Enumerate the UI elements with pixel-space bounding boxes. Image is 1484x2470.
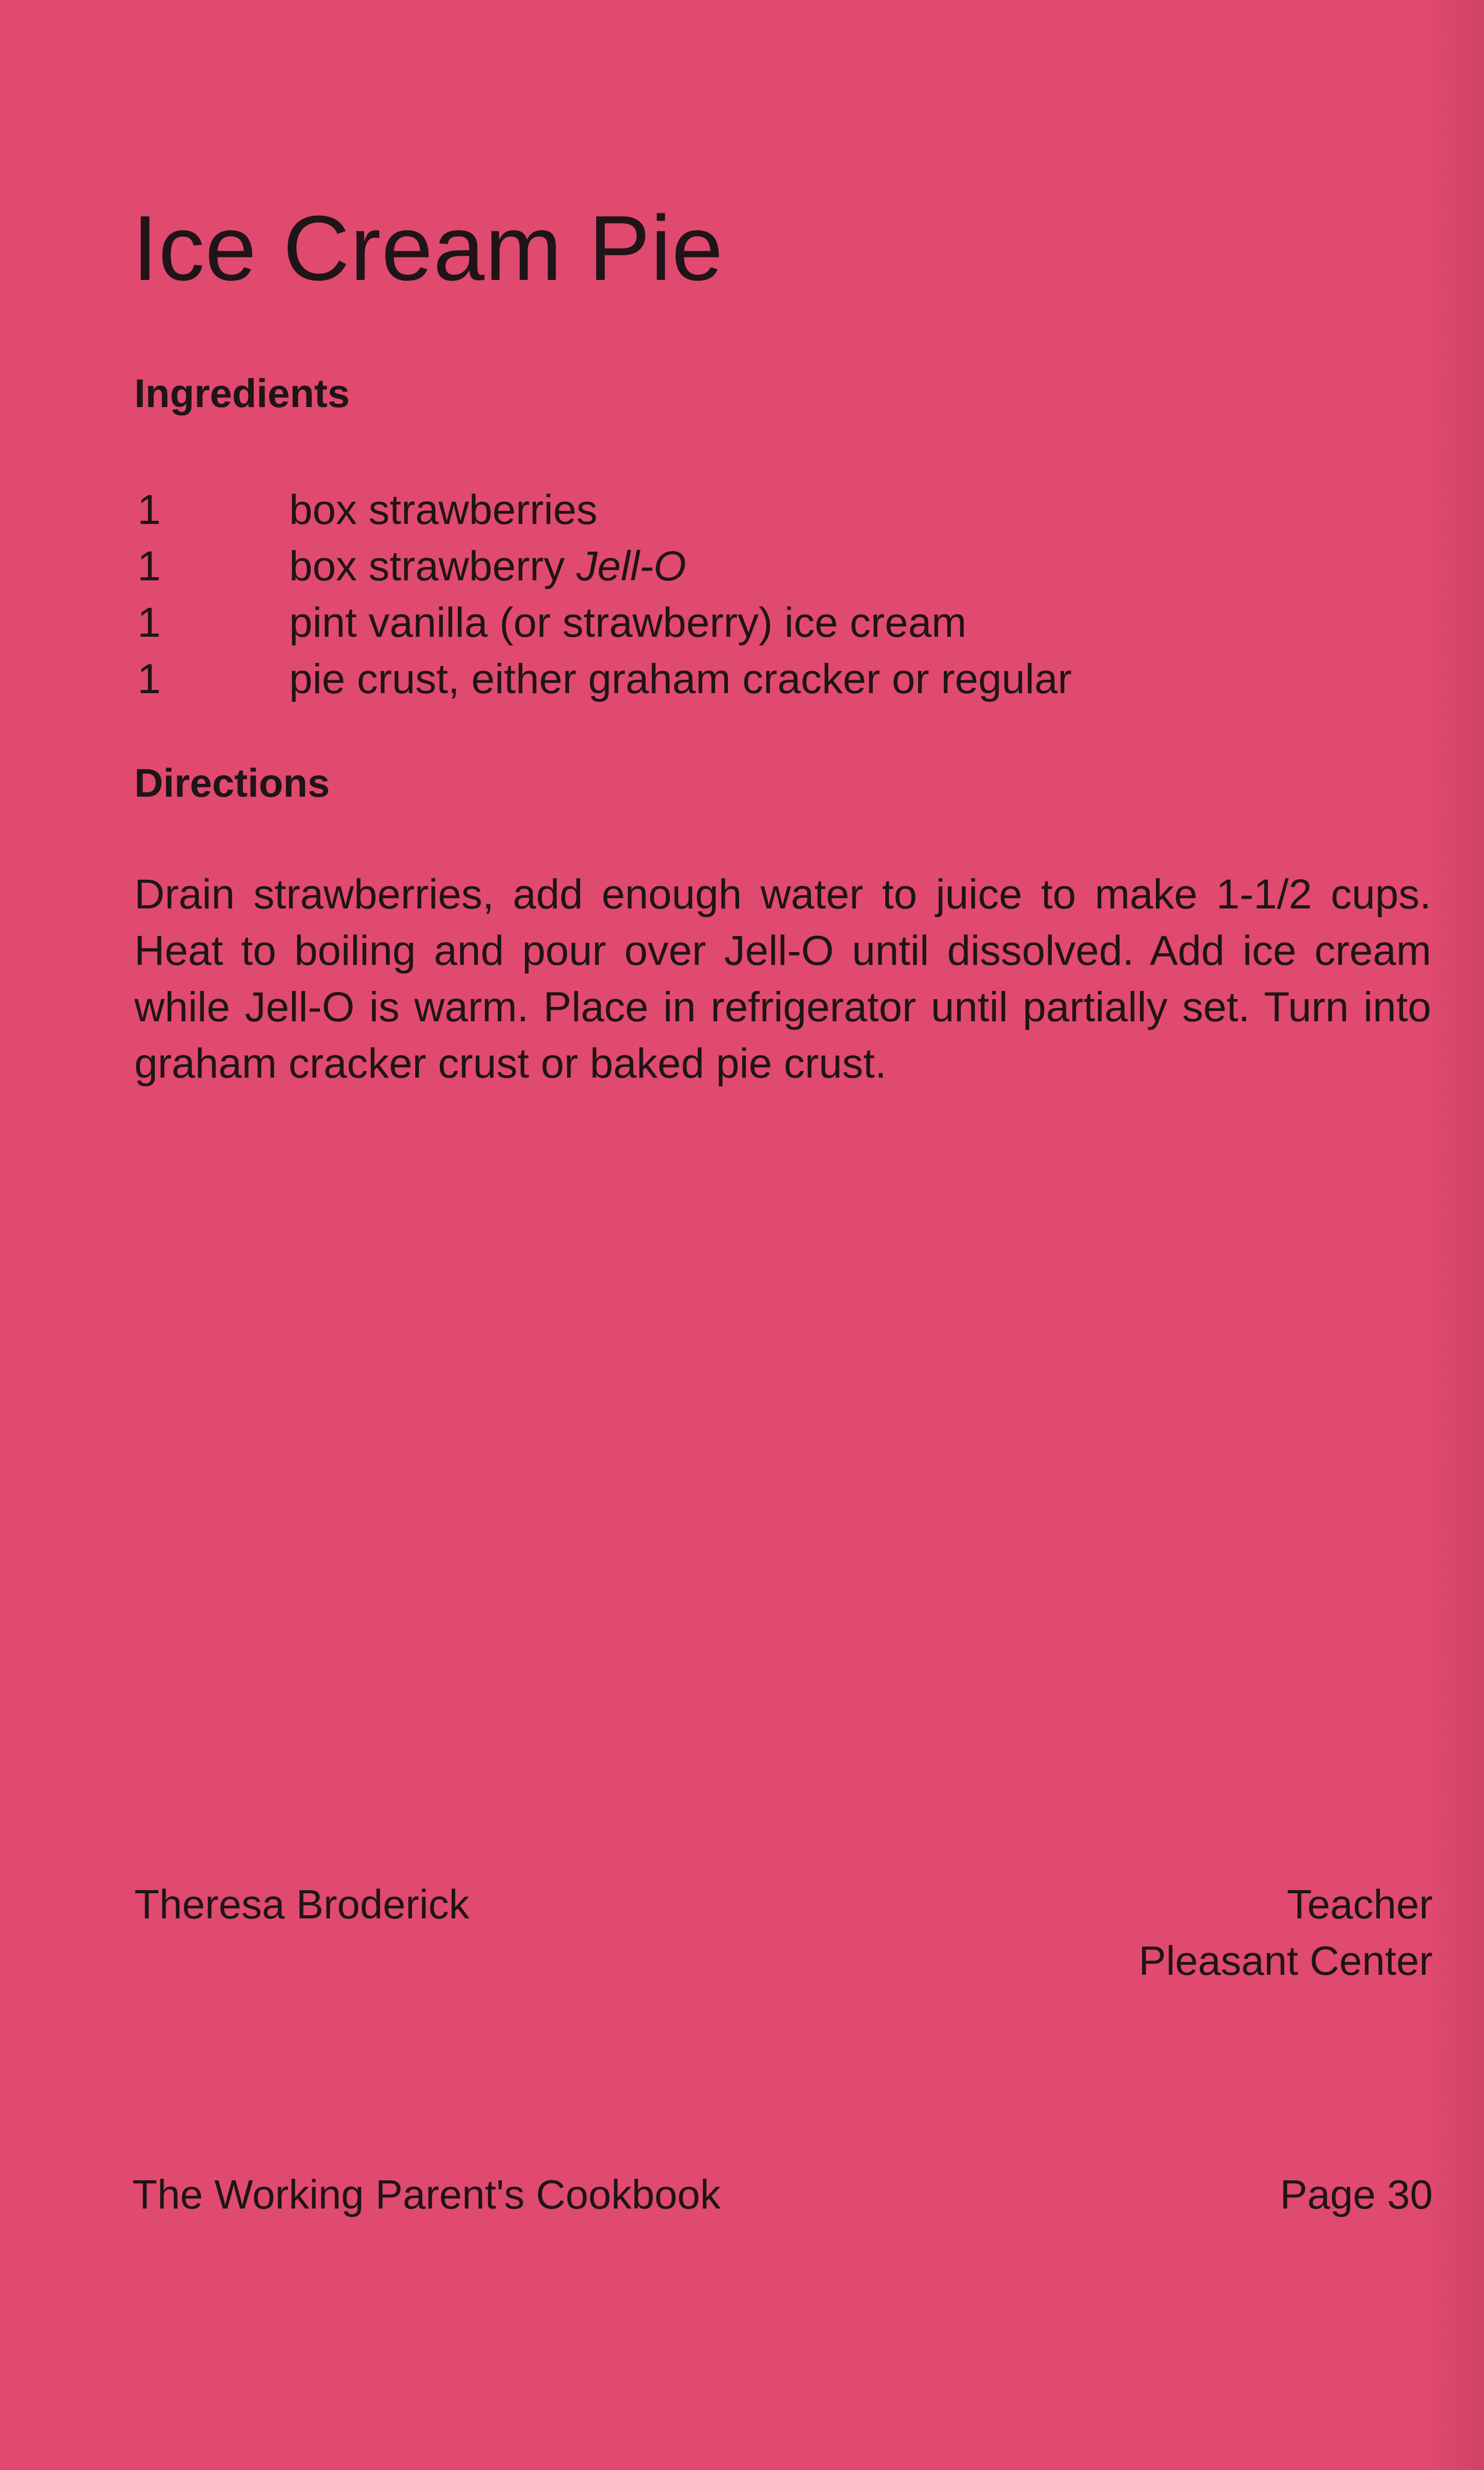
ingredient-item-text: pint vanilla (or strawberry) ice cream <box>289 599 967 646</box>
contributor-info <box>1139 1876 1433 1989</box>
contributor-role: Teacher <box>1287 1881 1433 1927</box>
contributor-location: Pleasant Center <box>1139 1938 1433 1983</box>
ingredients-heading: Ingredients <box>134 371 350 416</box>
ingredient-quantity: 1 <box>137 656 161 702</box>
ingredient-row <box>137 482 1368 538</box>
ingredient-item <box>289 595 967 651</box>
directions-text: Drain strawberries, add enough water to juice to make 1-1/2 cups. Heat to boiling and pour over Jell-O until dissolved. Add ice cream while Jell-O is warm. Place in refrigerator until partially set. Turn into graham cracker crust or baked pie crust. <box>134 871 1431 1087</box>
ingredient-item <box>289 651 1072 707</box>
directions-heading: Directions <box>134 760 330 805</box>
footer-book-title: The Working Parent's Cookbook <box>132 2172 721 2217</box>
ingredient-quantity: 1 <box>137 487 161 533</box>
ingredient-item-brand: Jell-O <box>576 543 686 590</box>
ingredients-list <box>137 482 1368 707</box>
ingredient-row <box>137 538 1368 595</box>
ingredient-quantity: 1 <box>137 599 161 646</box>
ingredient-row <box>137 651 1368 707</box>
recipe-title: Ice Cream Pie <box>132 197 724 300</box>
ingredient-row <box>137 595 1368 651</box>
ingredient-item <box>289 482 598 538</box>
ingredient-quantity: 1 <box>137 543 161 590</box>
ingredient-item <box>289 538 686 595</box>
footer-page-number: Page 30 <box>1279 2172 1433 2217</box>
ingredient-item-text: box strawberries <box>289 487 598 533</box>
contributor-name: Theresa Broderick <box>134 1881 470 1927</box>
ingredient-item-text: pie crust, either graham cracker or regular <box>289 656 1072 702</box>
ingredient-item-text: box strawberry <box>289 543 577 590</box>
